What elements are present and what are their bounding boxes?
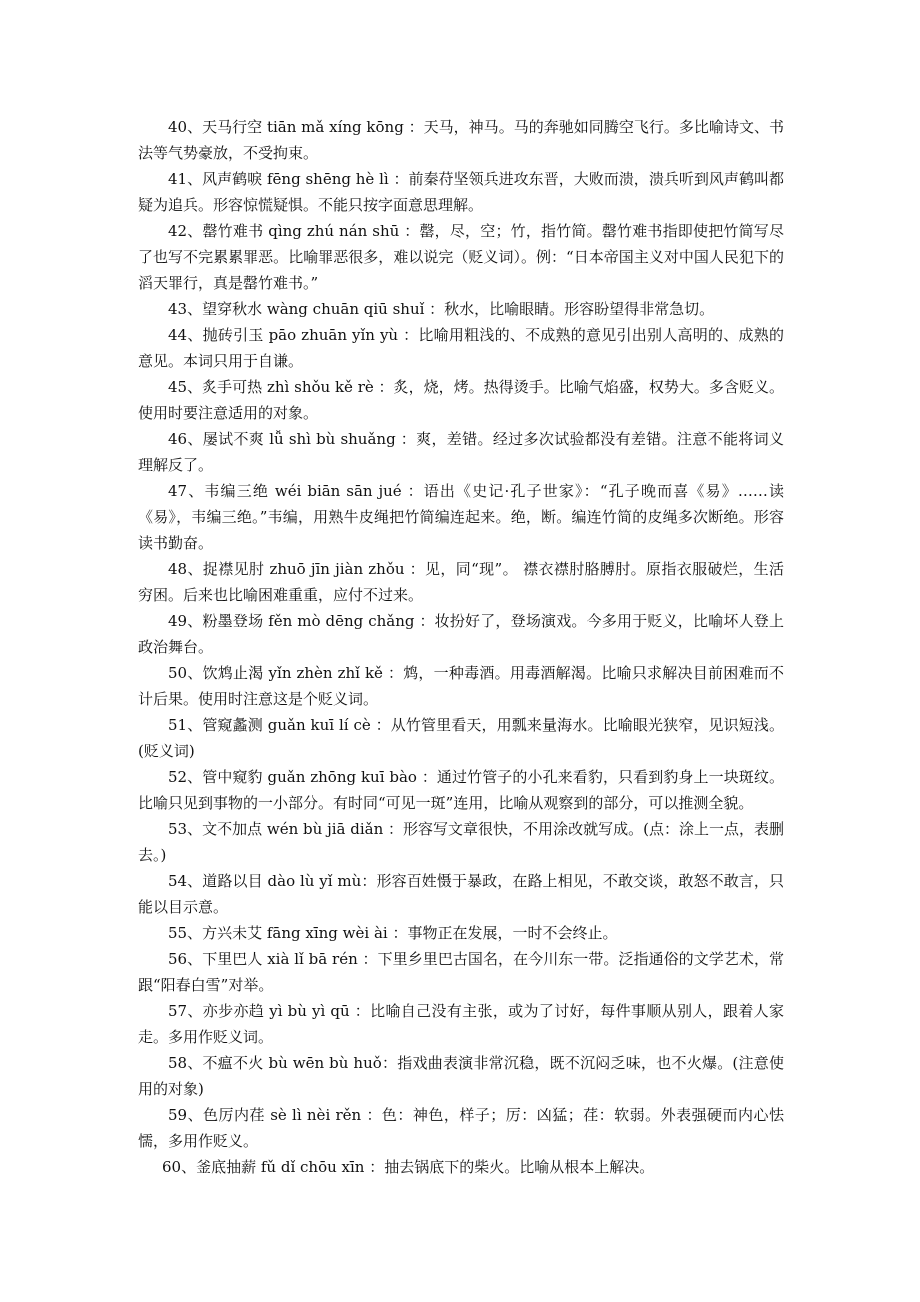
idiom-entry-44: 44、抛砖引玉 pāo zhuān yǐn yù ：比喻用粗浅的、不成熟的意见引出别人高明的、成熟的意见。本词只用于自谦。 (138, 326, 784, 370)
idiom-entry-50: 50、饮鸩止渴 yǐn zhèn zhǐ kě ：鸩，一种毒酒。用毒酒解渴。比喻只求解决目前困难而不计后果。使用时注意这是个贬义词。 (138, 664, 784, 708)
idiom-entry-40: 40、天马行空 tiān mǎ xíng kōng ：天马，神马。马的奔驰如同腾空飞行。多比喻诗文、书法等气势豪放，不受拘束。 (138, 118, 784, 162)
idiom-list (138, 114, 784, 1180)
idiom-entry-46: 46、屡试不爽 lǚ shì bù shuǎng ：爽，差错。经过多次试验都没有差错。注意不能将词义理解反了。 (138, 430, 784, 474)
idiom-entry-60: 60、釜底抽薪 fǔ dǐ chōu xīn ：抽去锅底下的柴火。比喻从根本上解决。 (162, 1158, 655, 1176)
idiom-entry-58: 58、不瘟不火 bù wēn bù huǒ：指戏曲表演非常沉稳，既不沉闷乏味，也不火爆。(注意使用的对象) (138, 1054, 784, 1098)
idiom-entry-57: 57、亦步亦趋 yì bù yì qū ：比喻自己没有主张，或为了讨好，每件事顺从别人，跟着人家走。多用作贬义词。 (138, 1002, 784, 1046)
idiom-entry-55: 55、方兴未艾 fāng xīng wèi ài ：事物正在发展，一时不会终止。 (168, 924, 618, 942)
idiom-entry-54: 54、道路以目 dào lù yǐ mù：形容百姓慑于暴政，在路上相见，不敢交谈，敢怒不敢言，只能以目示意。 (138, 872, 784, 916)
idiom-entry-59: 59、色厉内荏 sè lì nèi rěn ：色：神色，样子；厉：凶猛；荏：软弱。外表强硬而内心怯懦，多用作贬义。 (138, 1106, 784, 1150)
idiom-entry-47: 47、韦编三绝 wéi biān sān jué ：语出《史记·孔子世家》：“孔子晚而喜《易》……读《易》，韦编三绝。”韦编，用熟牛皮绳把竹简编连起来。绝，断。编连竹简的皮绳多次断绝。形容读书勤奋。 (138, 482, 784, 552)
idiom-entry-43: 43、望穿秋水 wàng chuān qiū shuǐ ：秋水，比喻眼睛。形容盼望得非常急切。 (168, 300, 715, 318)
idiom-entry-56: 56、下里巴人 xià lǐ bā rén ：下里乡里巴古国名，在今川东一带。泛指通俗的文学艺术，常跟“阳春白雪”对举。 (138, 950, 784, 994)
idiom-entry-49: 49、粉墨登场 fěn mò dēng chǎng ：妆扮好了，登场演戏。今多用于贬义，比喻坏人登上政治舞台。 (138, 612, 784, 656)
idiom-entry-51: 51、管窥蠡测 guǎn kuī lí cè ：从竹管里看天，用瓢来量海水。比喻眼光狭窄，见识短浅。(贬义词) (138, 716, 784, 760)
idiom-entry-45: 45、炙手可热 zhì shǒu kě rè ：炙，烧，烤。热得烫手。比喻气焰盛，权势大。多含贬义。使用时要注意适用的对象。 (138, 378, 784, 422)
idiom-entry-41: 41、风声鹤唳 fēng shēng hè lì ：前秦苻坚领兵进攻东晋，大败而溃，溃兵听到风声鹤叫都疑为追兵。形容惊慌疑惧。不能只按字面意思理解。 (138, 170, 784, 214)
idiom-entry-52: 52、管中窥豹 guǎn zhōng kuī bào ：通过竹管子的小孔来看豹，只看到豹身上一块斑纹。比喻只见到事物的一小部分。有时同“可见一斑”连用，比喻从观察到的部分，可以推测全貌。 (138, 768, 784, 812)
idiom-entry-42: 42、罄竹难书 qìng zhú nán shū ：罄，尽，空；竹，指竹简。罄竹难书指即使把竹简写尽了也写不完累累罪恶。比喻罪恶很多，难以说完（贬义词）。例：“日本帝国主义对中国人民犯下的滔天罪行，真是罄竹难书。” (138, 222, 784, 292)
idiom-entry-53: 53、文不加点 wén bù jiā diǎn ：形容写文章很快，不用涂改就写成。(点：涂上一点，表删去。) (138, 820, 784, 864)
idiom-entry-48: 48、捉襟见肘 zhuō jīn jiàn zhǒu ：见，同“现”。 襟衣襟肘胳膊肘。原指衣服破烂，生活穷困。后来也比喻困难重重，应付不过来。 (138, 560, 784, 604)
